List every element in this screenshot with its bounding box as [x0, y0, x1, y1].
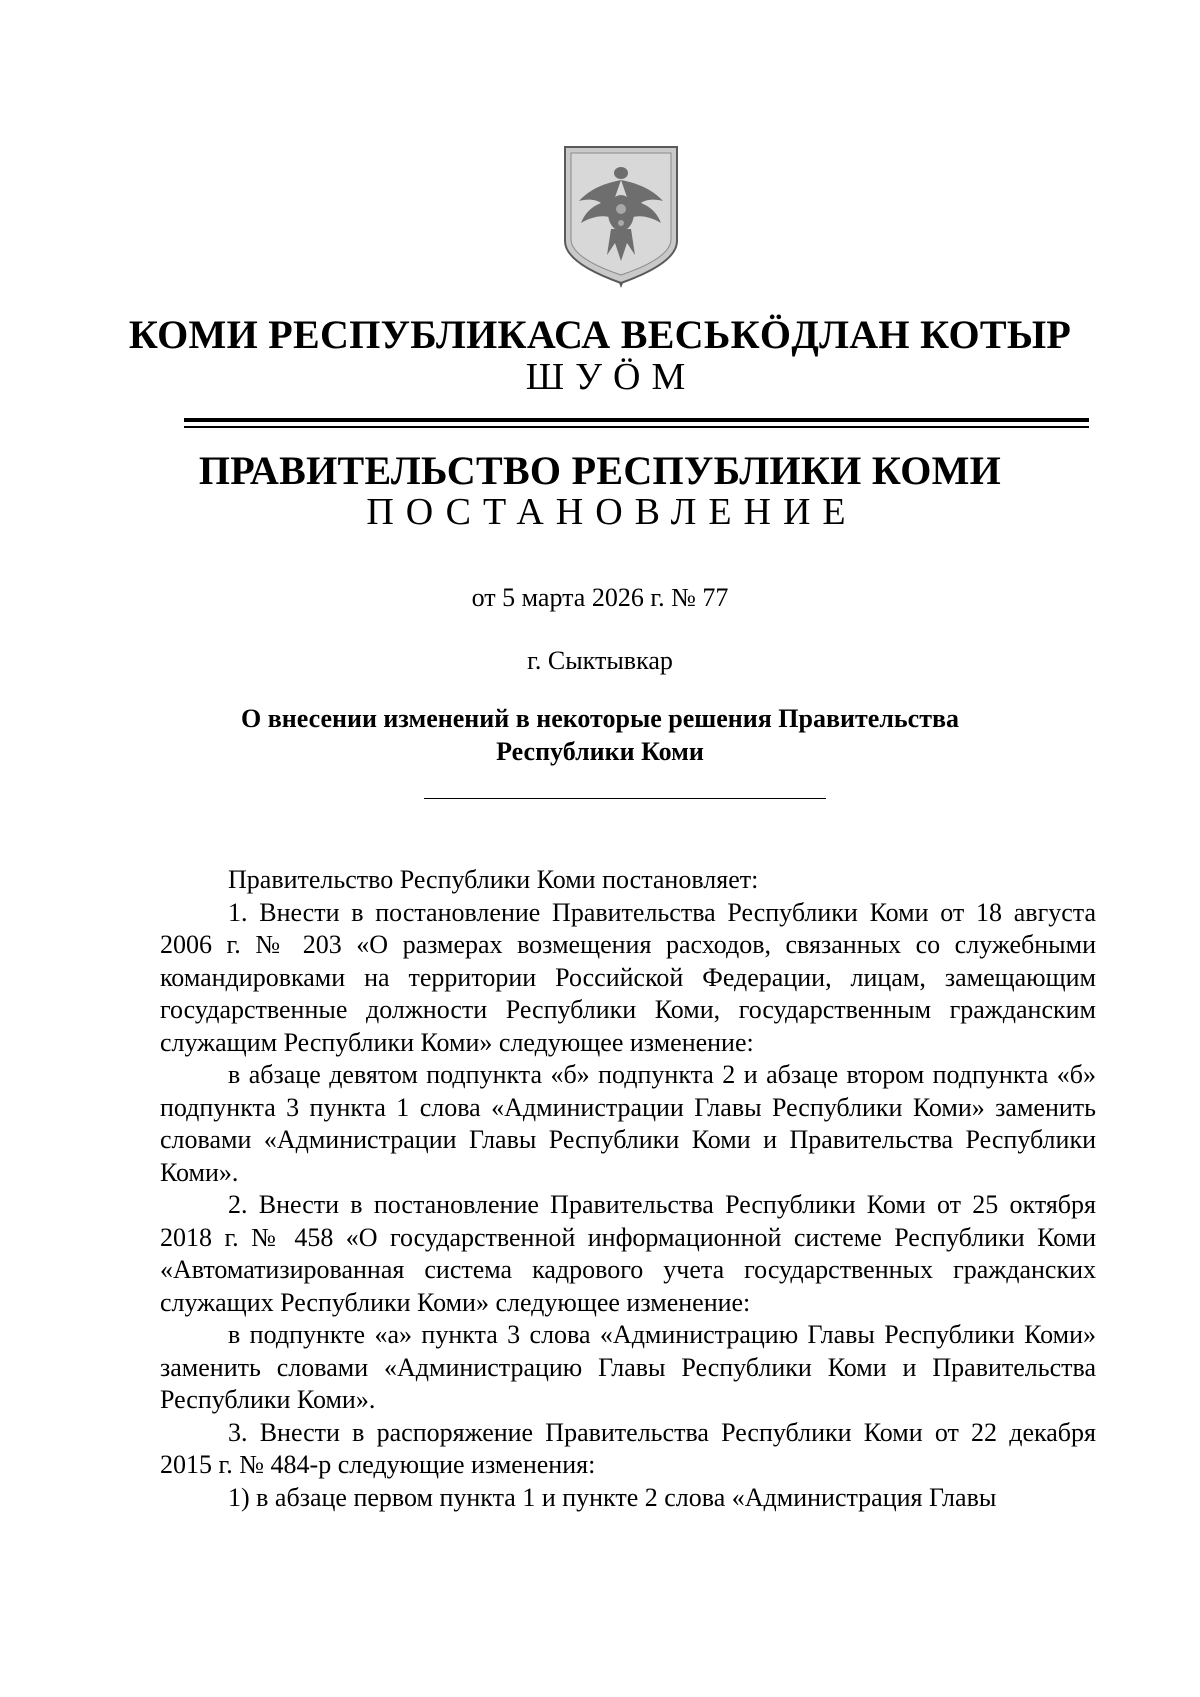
body-paragraph: в подпункте «а» пункта 3 слова «Администрацию Главы Республики Коми» заменить словами «Администрацию Главы Республики Коми и Правительства Республики Коми».	[160, 1320, 1096, 1414]
body-paragraph: в абзаце девятом подпункта «б» подпункта 2 и абзаце втором подпункта «б» подпункта 3 пункта 1 слова «Администрации Главы Республики Коми» заменить словами «Администрации Главы Республики Коми и Правительства Республики Коми».	[160, 1060, 1096, 1187]
komi-document-type: ШУӦМ	[525, 356, 697, 398]
body-paragraph: 1. Внести в постановление Правительства Республики Коми от 18 августа 2006 г. № 203 «О размерах возмещения расходов, связанных со служебными командировками на территории Российской Федерации, лицам, замещающим государственные должности Республики Коми, государственным гражданским служащим Республики Коми» следующее изменение:	[160, 897, 1096, 1057]
document-title-line-2: Республики Коми	[496, 737, 704, 766]
document-date-number: от 5 марта 2026 г. № 77	[471, 583, 729, 612]
body-paragraph: 3. Внести в распоряжение Правительства Республики Коми от 22 декабря 2015 г. № 484-р следующие изменения:	[160, 1417, 1096, 1479]
document-city: г. Сыктывкар	[527, 646, 673, 675]
body-paragraph: 2. Внести в постановление Правительства Республики Коми от 25 октября 2018 г. № 458 «О государственной информационной системе Республики Коми «Автоматизированная система кадрового учета государственных гражданских служащих Республики Коми» следующее изменение:	[160, 1190, 1096, 1317]
russian-document-type: ПОСТАНОВЛЕНИЕ	[366, 491, 858, 533]
title-underline	[424, 798, 826, 799]
body-paragraph: 1) в абзаце первом пункта 1 и пункте 2 слова «Администрация Главы	[228, 1482, 997, 1512]
body-paragraph: Правительство Республики Коми постановляет:	[228, 865, 759, 894]
header-divider	[184, 418, 1089, 428]
document-title	[0, 702, 1200, 768]
coat-of-arms-icon	[561, 143, 681, 288]
komi-government-title: КОМИ РЕСПУБЛИКАСА ВЕСЬКӦДЛАН КОТЫР	[128, 312, 1072, 357]
document-body	[160, 864, 1096, 1514]
russian-government-title: ПРАВИТЕЛЬСТВО РЕСПУБЛИКИ КОМИ	[198, 448, 1002, 493]
document-title-line-1: О внесении изменений в некоторые решения Правительства	[240, 704, 960, 733]
